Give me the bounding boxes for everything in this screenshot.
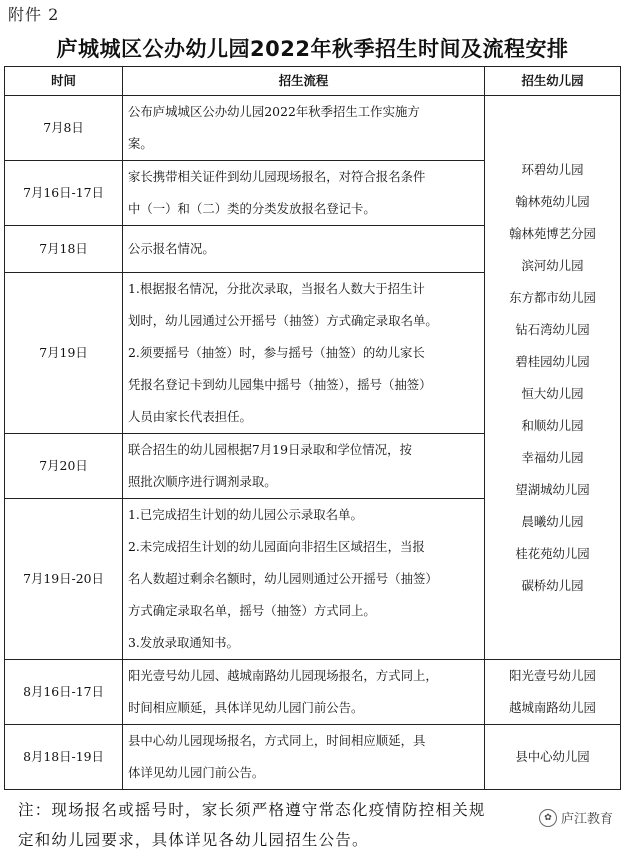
process-line: 时间相应顺延，具体详见幼儿园门前公告。 bbox=[128, 700, 364, 715]
time-cell: 7月19日-20日 bbox=[5, 499, 123, 660]
process-line: 3.发放录取通知书。 bbox=[128, 635, 239, 650]
process-cell bbox=[123, 499, 485, 660]
header-process: 招生流程 bbox=[123, 67, 485, 96]
process-line: 联合招生的幼儿园根据7月19日录取和学位情况，按 bbox=[128, 442, 412, 457]
time-cell: 7月19日 bbox=[5, 273, 123, 434]
kindergarten-cell bbox=[485, 96, 621, 660]
time-cell: 8月16日-17日 bbox=[5, 660, 123, 725]
kindergarten-name: 越城南路幼儿园 bbox=[509, 700, 596, 715]
kindergarten-cell bbox=[485, 725, 621, 790]
footnote bbox=[18, 795, 618, 855]
wechat-icon: ✿ bbox=[539, 809, 557, 827]
kindergarten-name: 恒大幼儿园 bbox=[521, 385, 584, 401]
kindergarten-name: 翰林苑幼儿园 bbox=[515, 193, 590, 209]
table-header-row bbox=[5, 67, 621, 96]
header-kindergarten: 招生幼儿园 bbox=[485, 67, 621, 96]
table-row bbox=[5, 660, 621, 725]
process-line: 照批次顺序进行调剂录取。 bbox=[128, 474, 277, 489]
process-cell bbox=[123, 161, 485, 226]
kindergarten-name: 晨曦幼儿园 bbox=[521, 513, 584, 529]
kindergarten-name: 望湖城幼儿园 bbox=[515, 481, 590, 497]
process-line: 公示报名情况。 bbox=[128, 241, 215, 256]
process-cell bbox=[123, 96, 485, 161]
process-line: 2.须要摇号（抽签）时，参与摇号（抽签）的幼儿家长 bbox=[128, 345, 425, 360]
footnote-line: 注：现场报名或摇号时，家长须严格遵守常态化疫情防控相关规 bbox=[18, 801, 486, 819]
time-cell: 7月20日 bbox=[5, 434, 123, 499]
process-line: 1.已完成招生计划的幼儿园公示录取名单。 bbox=[128, 507, 363, 522]
process-line: 公布庐城城区公办幼儿园2022年秋季招生工作实施方 bbox=[128, 104, 420, 119]
time-cell: 7月16日-17日 bbox=[5, 161, 123, 226]
process-cell bbox=[123, 660, 485, 725]
time-cell: 7月18日 bbox=[5, 226, 123, 273]
kindergarten-name: 碳桥幼儿园 bbox=[521, 577, 584, 593]
footnote-line: 定和幼儿园要求，具体详见各幼儿园招生公告。 bbox=[18, 831, 369, 849]
process-cell bbox=[123, 434, 485, 499]
attachment-label: 附件 2 bbox=[8, 5, 60, 24]
process-line: 方式确定录取名单，摇号（抽签）方式同上。 bbox=[128, 603, 376, 618]
watermark-logo bbox=[539, 808, 613, 827]
header-time: 时间 bbox=[5, 67, 123, 96]
process-line: 划时，幼儿园通过公开摇号（抽签）方式确定录取名单。 bbox=[128, 313, 438, 328]
schedule-table bbox=[4, 66, 621, 790]
kindergarten-name: 县中心幼儿园 bbox=[515, 749, 590, 764]
process-line: 县中心幼儿园现场报名，方式同上，时间相应顺延，具 bbox=[128, 733, 426, 748]
process-line: 凭报名登记卡到幼儿园集中摇号（抽签），摇号（抽签） bbox=[128, 377, 432, 392]
kindergarten-name: 阳光壹号幼儿园 bbox=[509, 668, 596, 683]
process-line: 体详见幼儿园门前公告。 bbox=[128, 765, 265, 780]
watermark-text: 庐江教育 bbox=[560, 812, 613, 827]
process-line: 名人数超过剩余名额时，幼儿园则通过公开摇号（抽签） bbox=[128, 571, 438, 586]
kindergarten-name: 钻石湾幼儿园 bbox=[515, 321, 590, 337]
time-cell: 7月8日 bbox=[5, 96, 123, 161]
process-line: 中（一）和（二）类的分类发放报名登记卡。 bbox=[128, 201, 376, 216]
page-title: 庐城城区公办幼儿园2022年秋季招生时间及流程安排 bbox=[56, 37, 569, 61]
kindergarten-name: 桂花苑幼儿园 bbox=[515, 545, 590, 561]
table-row bbox=[5, 725, 621, 790]
kindergarten-name: 幸福幼儿园 bbox=[521, 449, 584, 465]
process-line: 家长携带相关证件到幼儿园现场报名，对符合报名条件 bbox=[128, 169, 426, 184]
kindergarten-name: 碧桂园幼儿园 bbox=[515, 353, 590, 369]
kindergarten-name: 环碧幼儿园 bbox=[521, 161, 584, 177]
process-cell bbox=[123, 226, 485, 273]
process-cell bbox=[123, 273, 485, 434]
process-line: 2.未完成招生计划的幼儿园面向非招生区域招生，当报 bbox=[128, 539, 425, 554]
time-cell: 8月18日-19日 bbox=[5, 725, 123, 790]
kindergarten-name: 东方都市幼儿园 bbox=[509, 289, 596, 305]
kindergarten-name: 滨河幼儿园 bbox=[521, 257, 584, 273]
process-line: 1.根据报名情况，分批次录取，当报名人数大于招生计 bbox=[128, 281, 425, 296]
process-line: 人员由家长代表担任。 bbox=[128, 409, 252, 424]
table-row bbox=[5, 96, 621, 161]
process-line: 阳光壹号幼儿园、越城南路幼儿园现场报名，方式同上， bbox=[128, 668, 438, 683]
kindergarten-name: 和顺幼儿园 bbox=[521, 417, 584, 433]
process-line: 案。 bbox=[128, 136, 153, 151]
kindergarten-name: 翰林苑博艺分园 bbox=[509, 225, 596, 241]
kindergarten-cell bbox=[485, 660, 621, 725]
process-cell bbox=[123, 725, 485, 790]
